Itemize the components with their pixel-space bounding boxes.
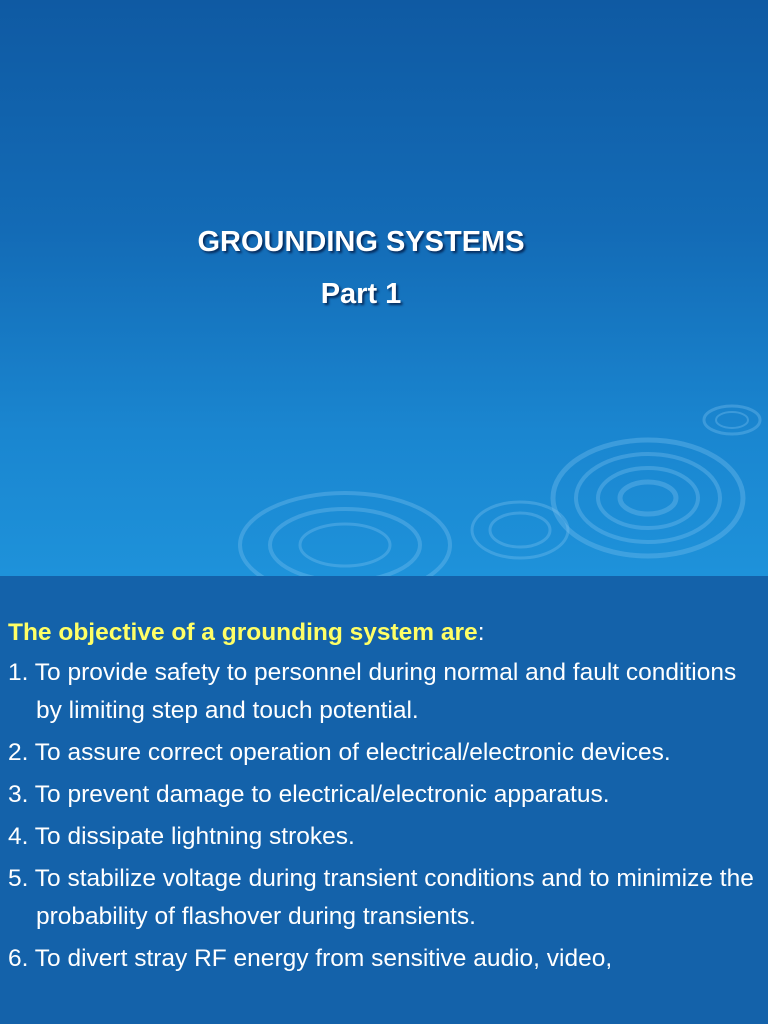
- objectives-heading: [8, 614, 764, 654]
- list-item: 6. To divert stray RF energy from sensitive audio, video,: [8, 945, 613, 972]
- objectives-heading-colon: :: [477, 619, 485, 646]
- list-item: 1. To provide safety to personnel during normal and fault conditions by limiting step and touch potential.: [8, 659, 737, 724]
- slide-body: [8, 614, 764, 982]
- slide-subtitle: Part 1: [320, 278, 402, 310]
- objectives-list: [8, 654, 764, 978]
- list-item: 4. To dissipate lightning strokes.: [8, 823, 355, 850]
- list-item: 2. To assure correct operation of electrical/electronic devices.: [8, 739, 671, 766]
- list-item: 5. To stabilize voltage during transient conditions and to minimize the probability of flashover during transients.: [8, 865, 754, 930]
- slide-title: GROUNDING SYSTEMS: [197, 226, 525, 258]
- list-item: 3. To prevent damage to electrical/electronic apparatus.: [8, 781, 610, 808]
- content-slide: [0, 576, 768, 1024]
- objectives-heading-text: The objective of a grounding system are: [8, 619, 478, 646]
